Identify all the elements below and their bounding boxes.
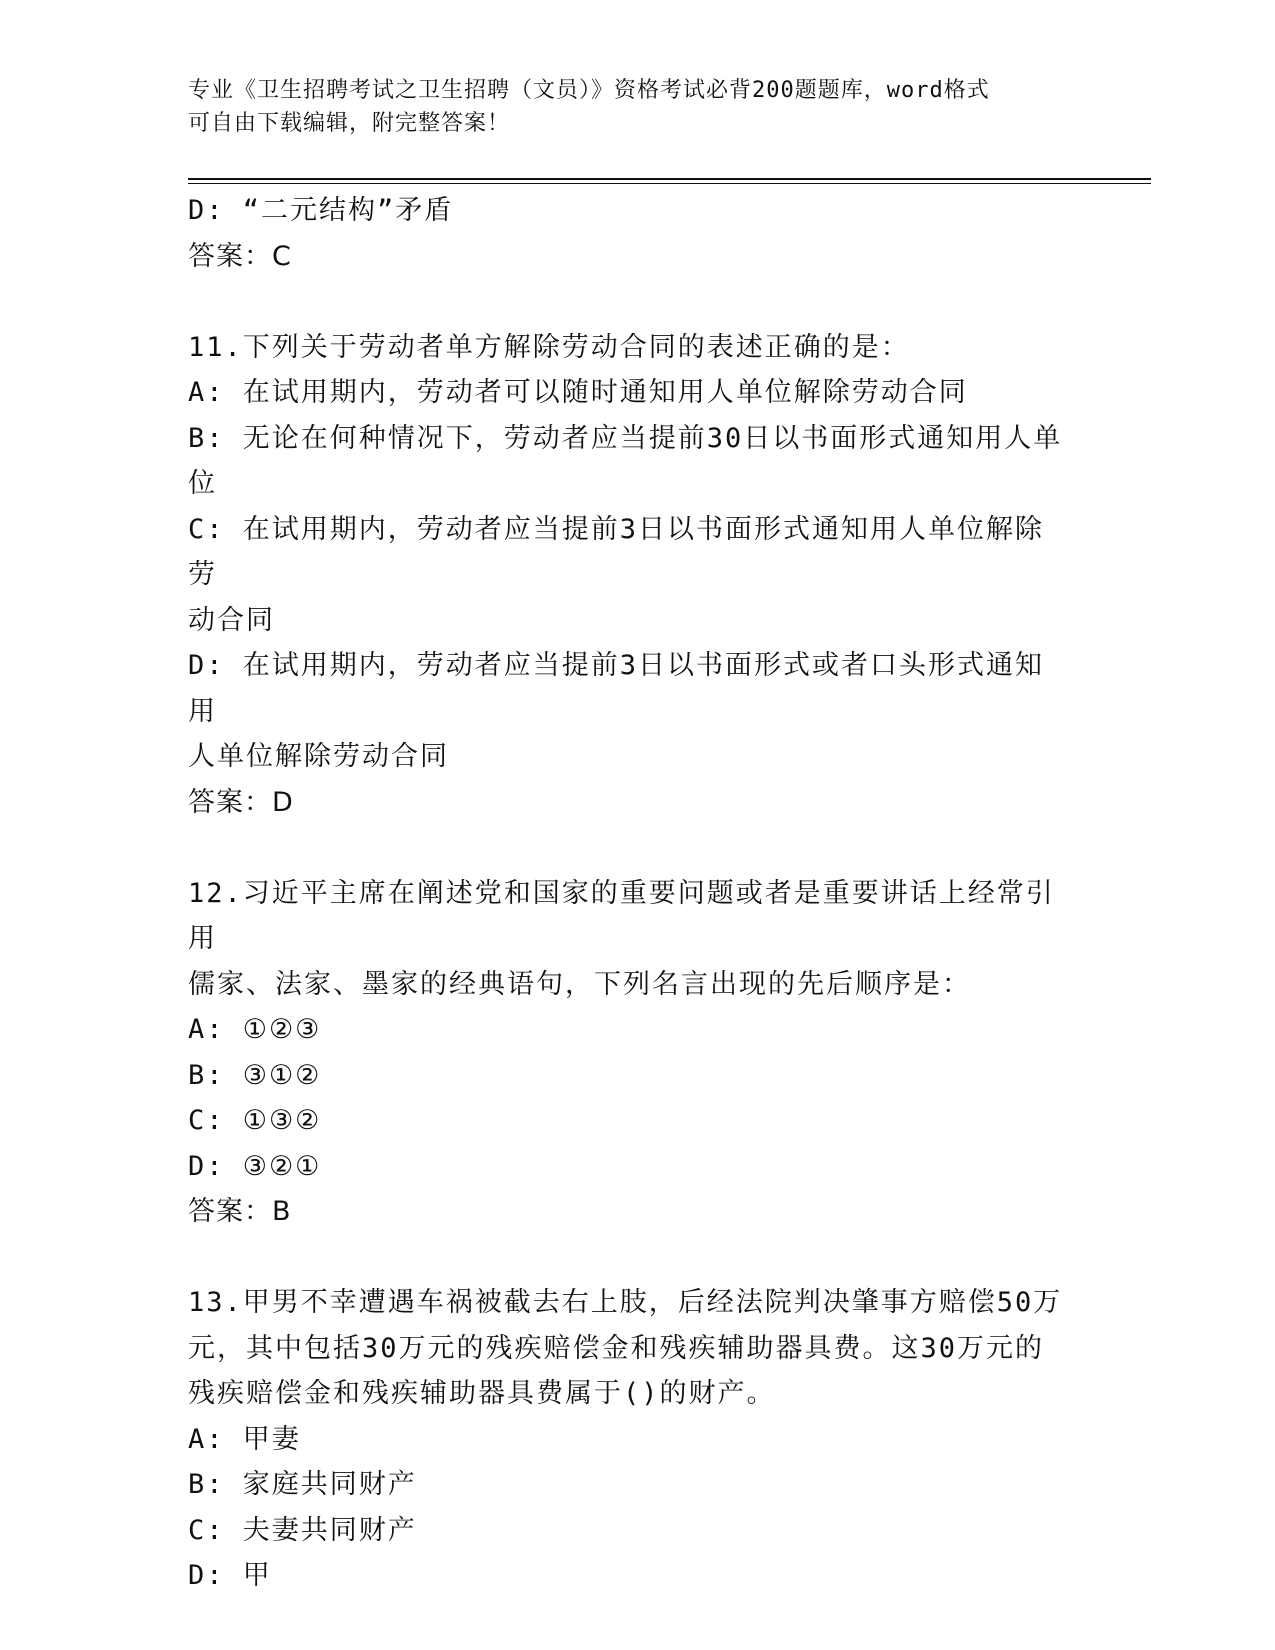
- option-b-line-2: 位: [188, 468, 217, 499]
- question-stem: 11.下列关于劳动者单方解除劳动合同的表述正确的是：: [188, 331, 910, 363]
- spacer: [188, 825, 1068, 871]
- question-11: [188, 325, 1068, 826]
- prev-option-d: D: “二元结构”矛盾: [188, 195, 454, 226]
- question-stem-line-2: 元，其中包括30万元的残疾赔偿金和残疾辅助器具费。这30万元的: [188, 1332, 1045, 1364]
- page-header: [188, 74, 1068, 140]
- option-d: D: 甲: [188, 1560, 272, 1591]
- option-d-line-2: 人单位解除劳动合同: [188, 741, 449, 772]
- question-stem-line-2: 儒家、法家、墨家的经典语句，下列名言出现的先后顺序是：: [188, 968, 971, 1000]
- option-c: C: 夫妻共同财产: [188, 1514, 417, 1546]
- header-rule-thin: [188, 183, 1151, 184]
- option-a: A: ①②③: [188, 1014, 322, 1045]
- header-line-1: 专业《卫生招聘考试之卫生招聘（文员）》资格考试必背200题题库，word格式: [188, 78, 990, 103]
- document-body: [188, 188, 1068, 1599]
- option-b: B: ③①②: [188, 1059, 322, 1091]
- spacer: [188, 1235, 1068, 1281]
- option-c-line-2: 动合同: [188, 604, 275, 636]
- option-a: A: 在试用期内，劳动者可以随时通知用人单位解除劳动合同: [188, 377, 968, 408]
- answer: 答案：B: [188, 1196, 292, 1227]
- header-rule-thick: [188, 178, 1151, 180]
- question-stem-line-3: 残疾赔偿金和残疾辅助器具费属于()的财产。: [188, 1378, 776, 1409]
- answer: 答案：D: [188, 786, 294, 818]
- option-b-line-1: B: 无论在何种情况下，劳动者应当提前30日以书面形式通知用人单: [188, 422, 1063, 454]
- header-line-2: 可自由下载编辑，附完整答案！: [188, 111, 511, 136]
- option-d-line-1: D: 在试用期内，劳动者应当提前3日以书面形式或者口头形式通知用: [188, 650, 1045, 727]
- option-b: B: 家庭共同财产: [188, 1469, 417, 1500]
- question-13: [188, 1280, 1068, 1599]
- question-stem-line-1: 12.习近平主席在阐述党和国家的重要问题或者是重要讲话上经常引用: [188, 877, 1055, 954]
- question-stem-line-1: 13.甲男不幸遭遇车祸被截去右上肢，后经法院判决肇事方赔偿50万: [188, 1287, 1063, 1318]
- option-d: D: ③②①: [188, 1150, 322, 1182]
- prev-answer: 答案：C: [188, 240, 292, 272]
- option-a: A: 甲妻: [188, 1423, 301, 1455]
- option-c-line-1: C: 在试用期内，劳动者应当提前3日以书面形式通知用人单位解除劳: [188, 513, 1045, 590]
- question-12: [188, 871, 1068, 1235]
- spacer: [188, 279, 1068, 325]
- option-c: C: ①③②: [188, 1105, 322, 1136]
